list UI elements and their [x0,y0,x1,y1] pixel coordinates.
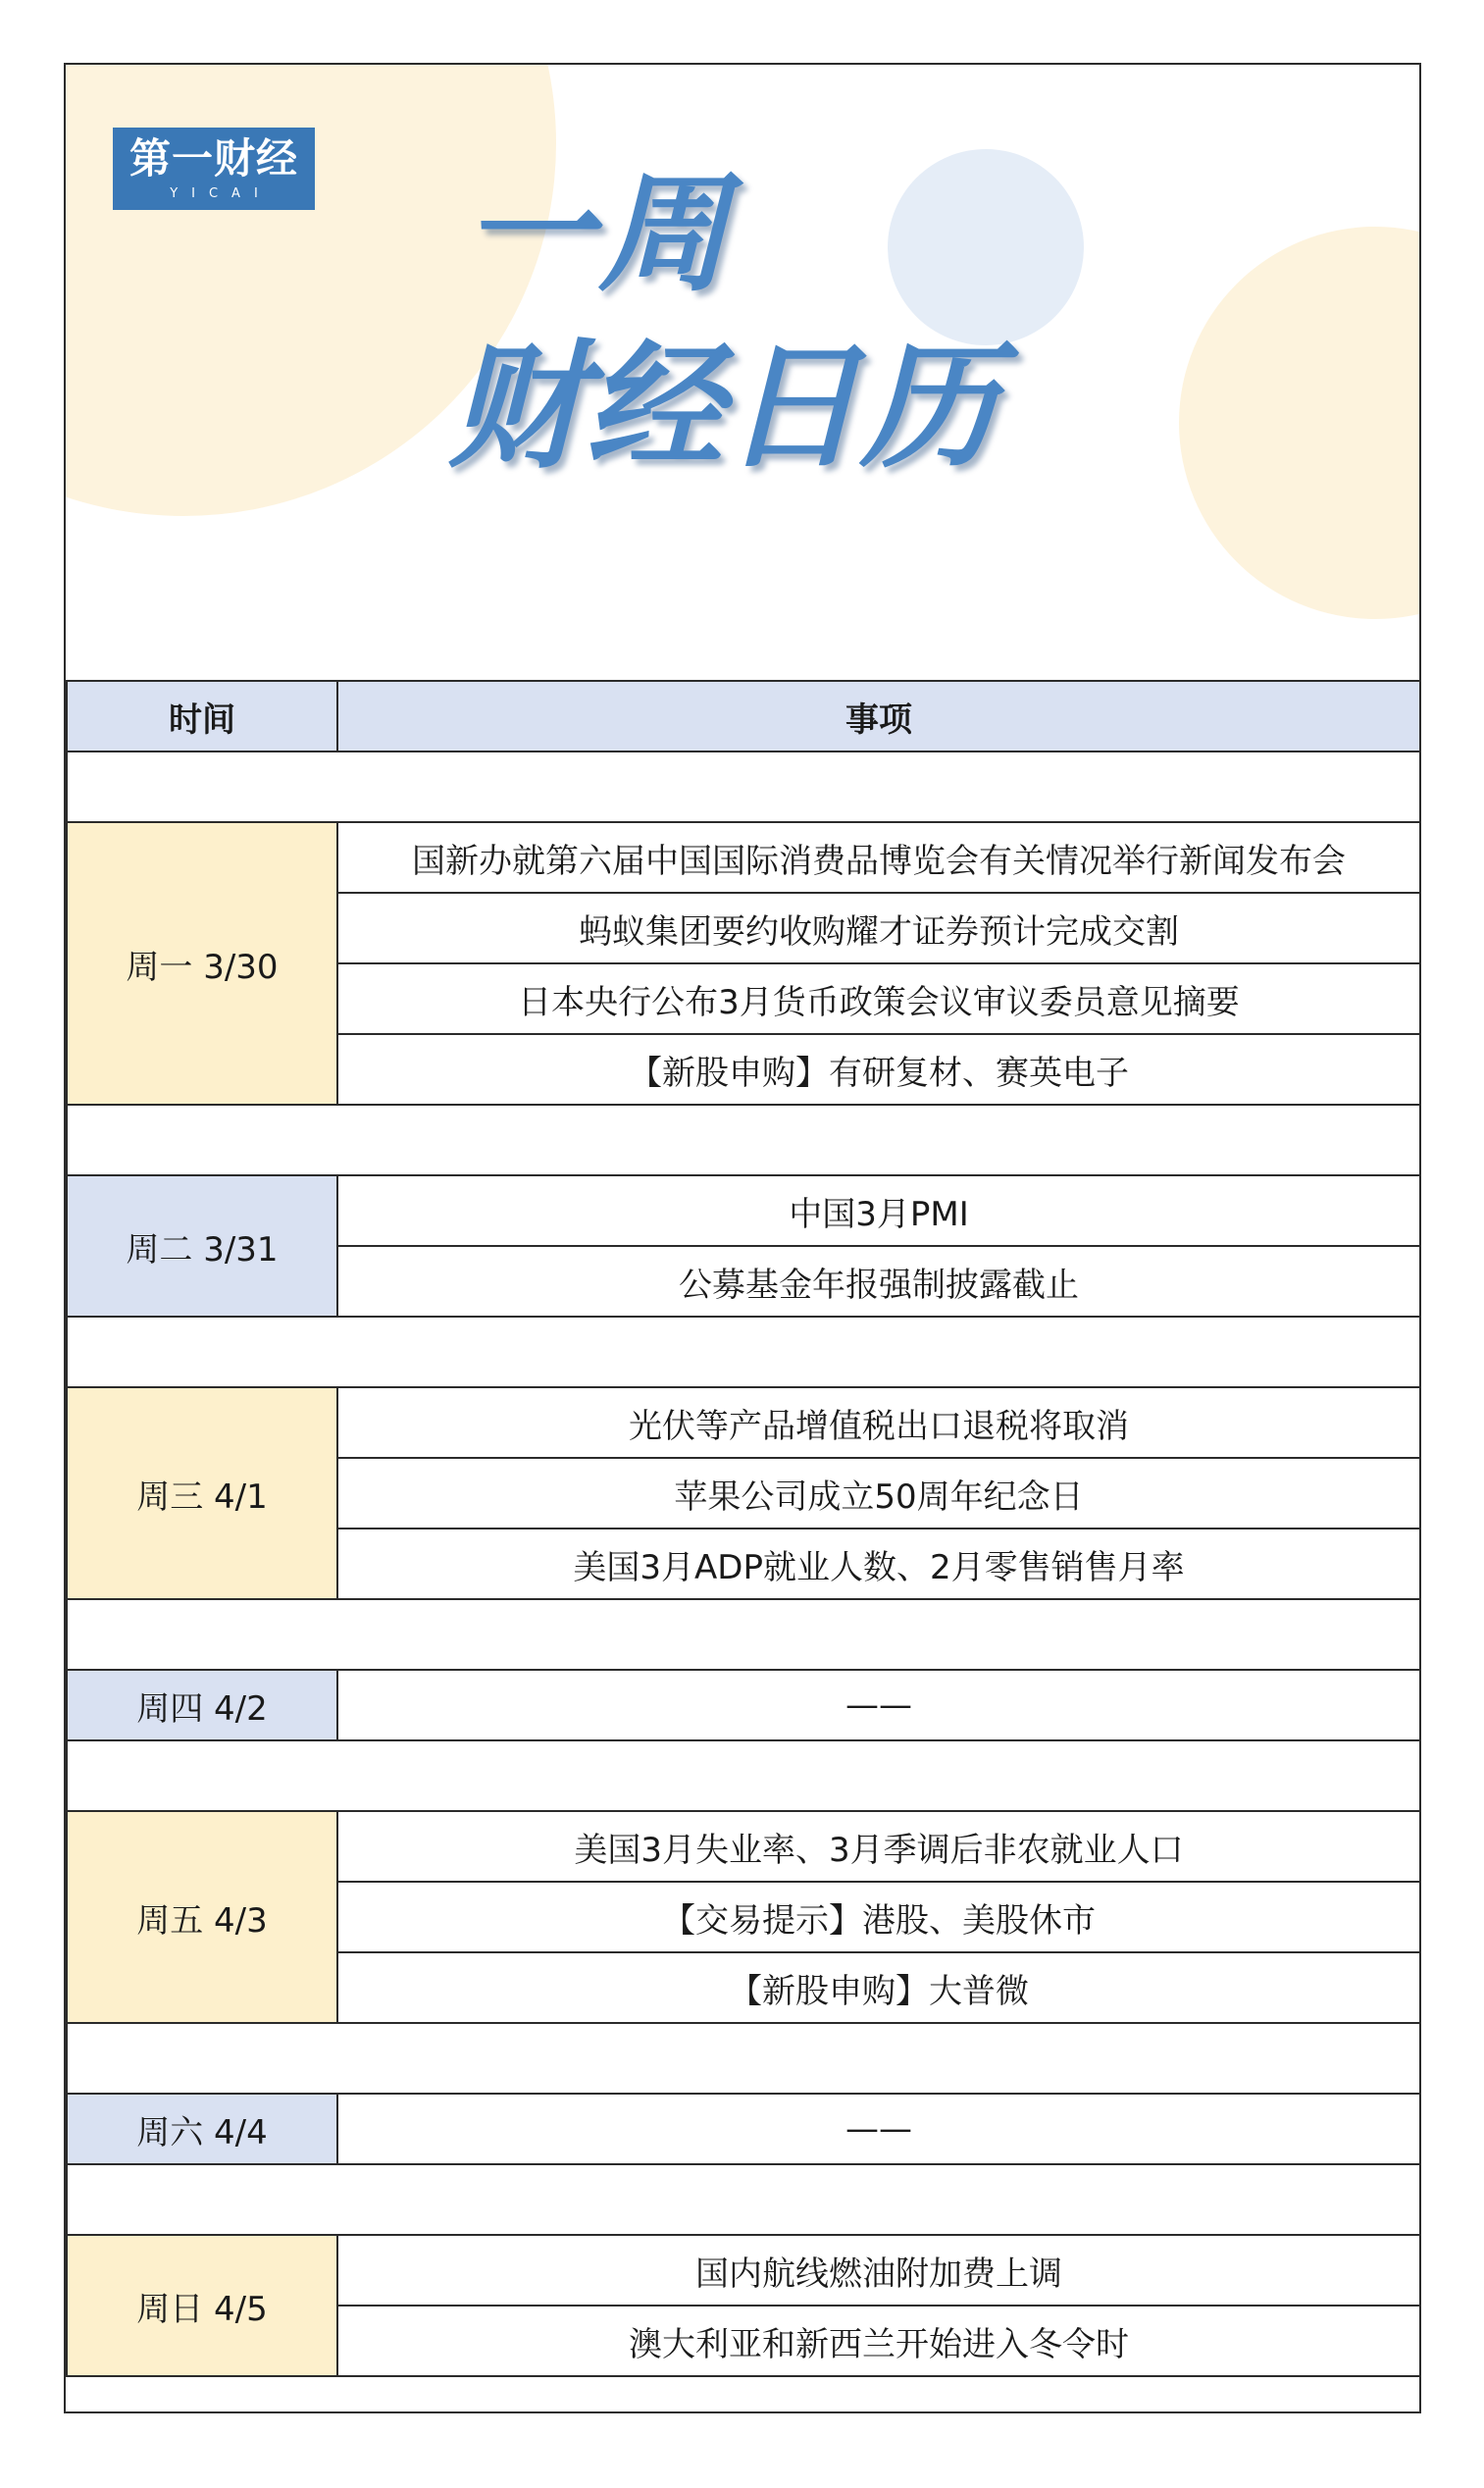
event-cell: —— [337,1670,1420,1740]
page-title-line1: 一周 [463,159,734,310]
day-label-wed: 周三 4/1 [67,1387,337,1599]
table-row [67,822,1420,893]
table-row [67,1670,1420,1740]
day-label-thu: 周四 4/2 [67,1670,337,1740]
day-label-mon: 周一 3/30 [67,822,337,1105]
spacer-cell [67,2023,1420,2094]
decor-circle-right [1179,227,1421,619]
spacer-cell [67,752,1420,822]
spacer-row [67,1599,1420,1670]
day-label-sun: 周日 4/5 [67,2235,337,2376]
spacer-cell [67,1599,1420,1670]
event-cell: 日本央行公布3月货币政策会议审议委员意见摘要 [337,963,1420,1034]
event-cell: 澳大利亚和新西兰开始进入冬令时 [337,2306,1420,2376]
spacer-row [67,1105,1420,1175]
spacer-row [67,2023,1420,2094]
event-cell: 【交易提示】港股、美股休市 [337,1882,1420,1952]
event-cell: 苹果公司成立50周年纪念日 [337,1458,1420,1529]
event-cell: 国新办就第六届中国国际消费品博览会有关情况举行新闻发布会 [337,822,1420,893]
spacer-row [67,752,1420,822]
spacer-row [67,2164,1420,2235]
event-cell: 公募基金年报强制披露截止 [337,1246,1420,1317]
table-row [67,2235,1420,2306]
spacer-cell [67,2164,1420,2235]
table-row [67,1387,1420,1458]
event-cell: 【新股申购】大普微 [337,1952,1420,2023]
table-row [67,1811,1420,1882]
calendar-card [64,63,1421,2413]
yicai-logo [113,128,315,210]
table-row [67,1175,1420,1246]
event-cell: 美国3月失业率、3月季调后非农就业人口 [337,1811,1420,1882]
header-event: 事项 [337,681,1420,752]
table-header-row [67,681,1420,752]
calendar-table [66,680,1421,2377]
header-time: 时间 [67,681,337,752]
decor-circle-small [888,149,1084,345]
logo-text-cn: 第一财经 [128,135,298,181]
event-cell: 美国3月ADP就业人数、2月零售销售月率 [337,1529,1420,1599]
event-cell: 【新股申购】有研复材、赛英电子 [337,1034,1420,1105]
spacer-cell [67,1740,1420,1811]
event-cell: 国内航线燃油附加费上调 [337,2235,1420,2306]
event-cell: 蚂蚁集团要约收购耀才证券预计完成交割 [337,893,1420,963]
table-row [67,2094,1420,2164]
spacer-cell [67,1317,1420,1387]
day-label-fri: 周五 4/3 [67,1811,337,2023]
event-cell: 中国3月PMI [337,1175,1420,1246]
logo-text-en: YICAI [170,186,272,201]
day-label-sat: 周六 4/4 [67,2094,337,2164]
spacer-cell [67,1105,1420,1175]
event-cell: —— [337,2094,1420,2164]
page-title-line2: 财经日历 [448,328,998,488]
spacer-row [67,1740,1420,1811]
day-label-tue: 周二 3/31 [67,1175,337,1317]
spacer-row [67,1317,1420,1387]
event-cell: 光伏等产品增值税出口退税将取消 [337,1387,1420,1458]
